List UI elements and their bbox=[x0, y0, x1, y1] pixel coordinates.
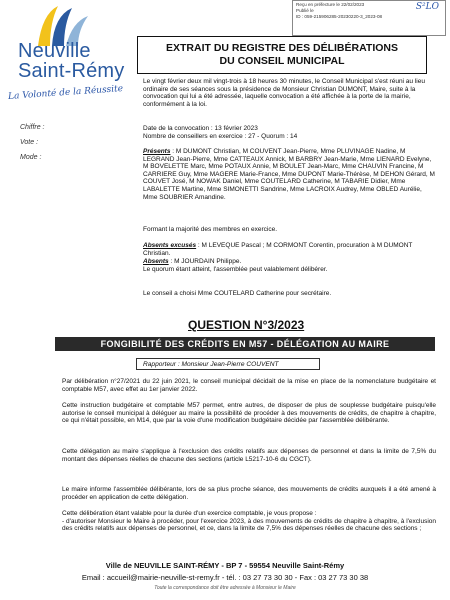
footer-note: Toute la correspondance doit être adressée à Monsieur le Maire bbox=[154, 585, 296, 591]
absents-label: Absents bbox=[143, 258, 169, 265]
document-title-line2: DU CONSEIL MUNICIPAL bbox=[219, 55, 345, 67]
quorum-statement: Le quorum étant atteint, l'assemblée peut valablement délibérer. bbox=[143, 266, 328, 273]
logo-name-line2: Saint-Rémy bbox=[18, 60, 125, 82]
majority-statement: Formant la majorité des membres en exercice. bbox=[143, 226, 278, 233]
rapporteur-box: Rapporteur : Monsieur Jean-Pierre COUVENT bbox=[136, 358, 320, 370]
intro-paragraph: Le vingt février deux mil vingt-trois à 18 heures 30 minutes, le Conseil Municipal s'est réuni au lieu ordinaire de ses séances sous la présidence de Monsieur Christian DUMONT, Maire, suite à la convocation qui lui a été adressée, laquelle convocation a été affichée à la porte de la mairie, conformément à la loi. bbox=[143, 78, 425, 108]
body-paragraph-3: Cette délégation au maire s'applique à l'exclusion des crédits relatifs aux dépenses de personnel et dans la limite de 7,5% du montant des dépenses réelles de chacune des sections (article L5217-10-6 du CGCT). bbox=[62, 448, 436, 463]
logo-name-line1: Neuville bbox=[18, 40, 91, 62]
logo-slogan: La Volonté de la Réussite bbox=[7, 83, 124, 103]
secretary-statement: Le conseil a choisi Mme COUTELARD Catherine pour secrétaire. bbox=[143, 290, 332, 297]
stamp-line-received: Reçu en préfecture le 22/02/2023 bbox=[296, 2, 365, 7]
body-paragraph-5: Cette délibération étant valable pour la durée d'un exercice comptable, je vous propose : - d'autoriser Monsieur le Maire à procéder, pour l'exercice 2023, à des mouvements de crédits de chapitre à chapitre, à l'exclusion des crédits relatifs aux dépenses de personnel, et ce, dans la limite de 7,5% des dépenses réelles de chacune des sections ; bbox=[62, 510, 436, 533]
question-number: QUESTION N°3/2023 bbox=[188, 318, 305, 332]
absents-excused-block bbox=[143, 242, 435, 257]
document-title-line1: EXTRAIT DU REGISTRE DES DÉLIBÉRATIONS bbox=[166, 42, 398, 54]
question-subject-banner: FONGIBILITÉ DES CRÉDITS EN M57 - DÉLÉGATION AU MAIRE bbox=[55, 337, 435, 351]
presents-label: Présents bbox=[143, 148, 171, 155]
convocation-date: Date de la convocation : 13 février 2023 bbox=[143, 125, 258, 132]
document-title-box bbox=[137, 36, 427, 74]
councillor-count: Nombre de conseillers en exercice : 27 - Quorum : 14 bbox=[143, 133, 298, 140]
prefecture-stamp bbox=[292, 0, 446, 36]
body-paragraph-1: Par délibération n°27/2021 du 22 juin 2021, le conseil municipal décidait de la mise en place de la nomenclature budgétaire et comptable M57, avec effet au 1er janvier 2022. bbox=[62, 378, 436, 393]
footer-address: Ville de NEUVILLE SAINT-RÉMY - BP 7 - 59554 Neuville Saint-Rémy bbox=[105, 561, 345, 570]
absents-text: : M JOURDAIN Philippe. bbox=[168, 258, 242, 265]
side-label-chiffre: Chiffre : bbox=[20, 124, 45, 131]
absents-excused-label: Absents excusés bbox=[143, 242, 197, 249]
side-label-vote: Vote : bbox=[20, 139, 39, 146]
side-label-mode: Mode : bbox=[20, 154, 42, 161]
footer-contact: Email : accueil@mairie-neuville-st-remy.fr - tél. : 03 27 73 30 30 - Fax : 03 27 73 30 38 bbox=[81, 573, 369, 582]
absents-block bbox=[143, 258, 435, 266]
stamp-line-published: Publié le bbox=[296, 8, 314, 13]
body-paragraph-4: Le maire informe l'assemblée délibérante, lors de sa plus proche séance, des mouvements de crédits auxquels il a été amené à procéder en application de cette délégation. bbox=[62, 486, 436, 501]
presents-block bbox=[143, 148, 435, 201]
presents-list: : M DUMONT Christian, M COUVENT Jean-Pierre, Mme PLUVINAGE Nadine, M LEGRAND Jean-Pierre, Mme CATTEAUX Annick, M BARBRY Jean-Marie, Mme LIENARD Evelyne, M BOVELETTE Marc, Mme POTAUX Annie, M BOULET Jean-Marc, Mme CHAUVIN Francine, M CARRIERE Guy, Mme MAGERE Marie-France, Mme DUPONT Marie-Thérèse, M DEHON Gérard, M COUVET José, M NOWAK Daniel, Mme COUTELARD Catherine, M TABARIE Didier, Mme LABALETTE Martine, Mme SIMONETTI Sandrine, Mme LACROIX Audrey, Mme OBLED Aurélie, Mme SOUBRIER Amandine. bbox=[143, 148, 435, 201]
stamp-signature: S²LO bbox=[415, 2, 439, 12]
stamp-line-id: ID : 059-215906285-20230220-3_2023-08 bbox=[296, 14, 383, 19]
absents-excused-text: : M LEVEQUE Pascal ; M CORMONT Corentin, procuration à M DUMONT Christian. bbox=[143, 242, 413, 257]
body-paragraph-2: Cette instruction budgétaire et comptable M57 permet, entre autres, de disposer de plus de souplesse budgétaire puisqu'elle autorise le conseil municipal à déléguer au maire la possibilité de procéder à des mouvements de crédits, de chapitre à chapitre, ce qui n'était possible, en M14, que par la voie d'une modification budgétaire décidée par l'assemblée délibérante. bbox=[62, 402, 436, 425]
